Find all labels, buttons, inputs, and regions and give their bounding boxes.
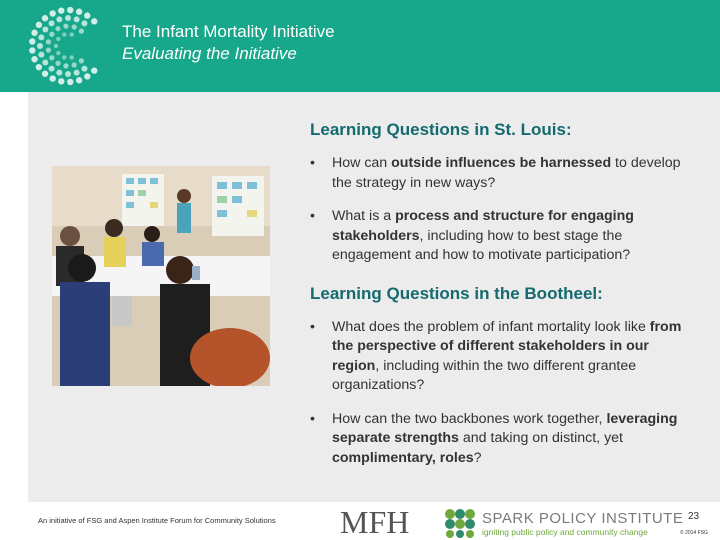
spark-logo-icon: [444, 508, 476, 538]
initiative-credit: An initiative of FSG and Aspen Institute Forum for Community Solutions: [38, 516, 276, 525]
spark-logo-name: SPARK POLICY INSTITUTE: [482, 510, 684, 527]
burst-logo-icon: [28, 6, 108, 86]
svg-text:MFH: MFH: [340, 505, 410, 537]
bullet-marker: •: [310, 208, 315, 224]
slide-title: The Infant Mortality Initiative: [122, 22, 335, 41]
header-banner: [0, 0, 720, 92]
copyright-text: © 2014 FSG: [680, 530, 708, 536]
slide-subtitle: Evaluating the Initiative: [122, 44, 297, 63]
bullet-marker: •: [310, 318, 315, 335]
spark-logo-tagline: igniting public policy and community change: [482, 527, 648, 537]
mfh-logo: [340, 505, 435, 537]
list-item: • What does the problem of infant mortality look like from the perspective of different stakeholders in our region, including within the two different grantee organizations?: [310, 318, 682, 393]
list-item: • What is a process and structure for engaging stakeholders, including how to best stage the engagement and how to motivate participation?: [310, 208, 634, 263]
list-item: • How can the two backbones work together, leveraging separate strengths and taking on distinct, yet complimentary, roles?: [310, 410, 678, 466]
page-number: 23: [688, 511, 700, 522]
section-heading-st-louis: Learning Questions in St. Louis:: [310, 120, 572, 139]
list-item: • How can outside influences be harnessed to develop the strategy in new ways?: [310, 155, 681, 191]
bullet-marker: •: [310, 410, 315, 427]
meeting-photo: [52, 166, 270, 386]
content-area: [310, 120, 690, 482]
bullet-marker: •: [310, 155, 315, 171]
section-heading-bootheel: Learning Questions in the Bootheel:: [310, 283, 603, 303]
